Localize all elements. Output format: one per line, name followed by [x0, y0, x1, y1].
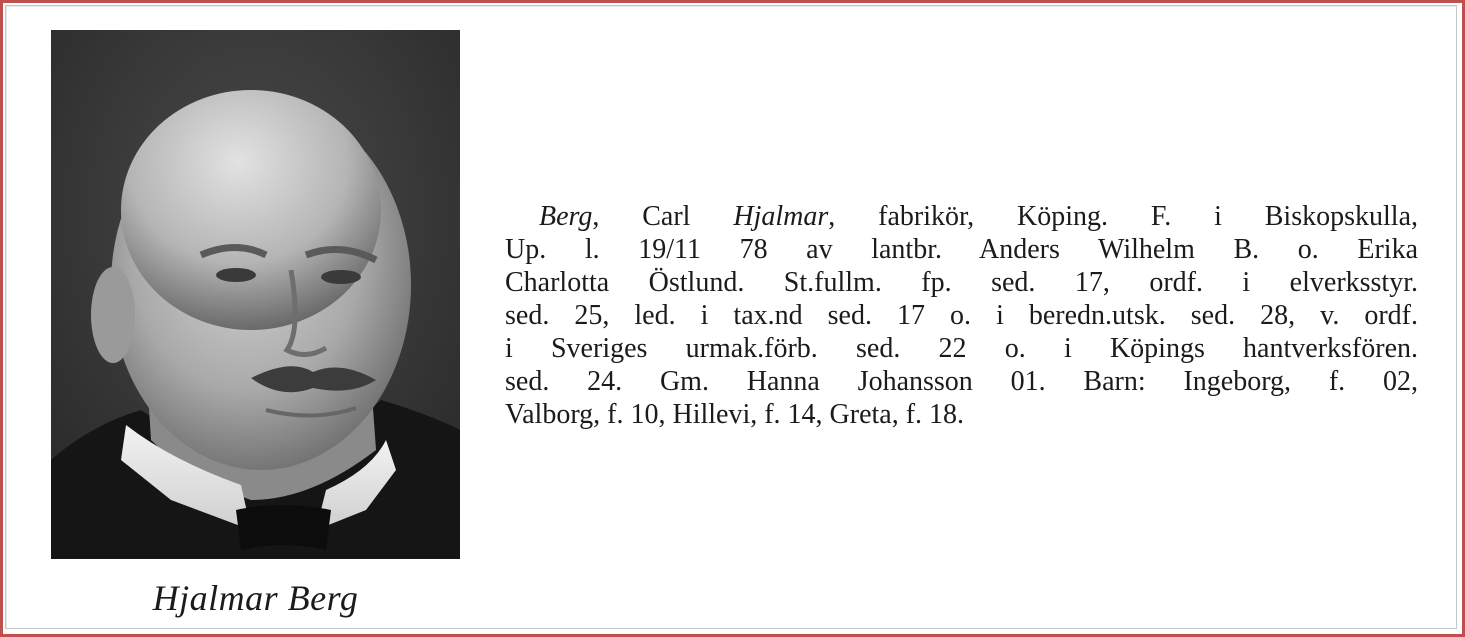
bio-firstname: Hjalmar — [733, 201, 829, 232]
bio-line-4: sed. 25, led. i tax.nd sed. 17 o. i beredn.utsk. sed. 28, v. ordf. — [505, 300, 1418, 331]
bio-given-name-prefix: , Carl — [592, 201, 734, 232]
bio-line-1 — [505, 200, 1418, 233]
bio-line-7: Valborg, f. 10, Hillevi, f. 14, Greta, f. 18. — [505, 399, 965, 430]
bio-line-1-rest: , fabrikör, Köping. F. i Biskopskulla, — [828, 201, 1418, 232]
bio-line-2: Up. l. 19/11 78 av lantbr. Anders Wilhelm B. o. Erika — [505, 234, 1418, 265]
bio-line-3: Charlotta Östlund. St.fullm. fp. sed. 17, ordf. i elverksstyr. — [505, 267, 1418, 298]
photo-caption: Hjalmar Berg — [152, 578, 359, 618]
bio-line-6: sed. 24. Gm. Hanna Johansson 01. Barn: Ingeborg, f. 02, — [505, 366, 1418, 397]
bio-line-5: i Sveriges urmak.förb. sed. 22 o. i Köpings hantverksfören. — [505, 333, 1418, 364]
biography-text — [505, 200, 1418, 431]
bio-surname: Berg — [539, 201, 593, 232]
portrait-photo — [51, 30, 460, 559]
